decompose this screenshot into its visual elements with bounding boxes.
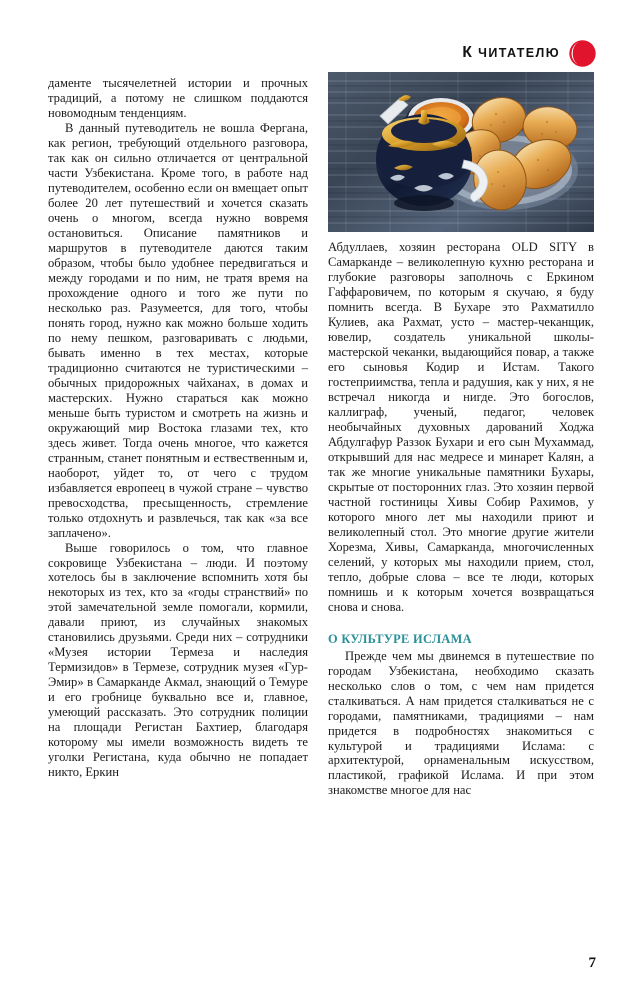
header-title-initial: К [462, 44, 474, 61]
left-text-column [48, 76, 308, 780]
header-title-rest: ЧИТАТЕЛЮ [473, 46, 560, 60]
section-heading-islam-culture: О КУЛЬТУРЕ ИСЛАМА [328, 631, 472, 646]
right-text-column [328, 240, 594, 798]
paragraph: Выше говорилось о том, что главное сокровище Узбекистана – люди. И поэтому хотелось бы в заключение вспомнить хотя бы некоторых из тех, кто за «годы странствий» по этой замечательной земле помогали, кормили, давали приют, из случайных знакомых становились друзьями. Среди них – сотрудники «Музея истории Термеза и наследия Термизидов» в Термезе, сотрудник музея «Гур-Эмир» в Самарканде Акмал, знающий о Темуре и его гробнице буквально все и, главное, умеющий рассказать. Это сотрудник полиции на площади Регистан Бахтиер, благодаря которому мы имели возможность видеть те уголки Регистана, куда обычно не попадает никто, Еркин [48, 540, 308, 780]
header-title [462, 44, 560, 62]
crescent-circle-logo-icon [569, 40, 596, 67]
paragraph: даменте тысячелетней истории и прочных традиций, а потому не слишком поддаются новомодным тенденциям. [48, 76, 308, 120]
page-header [462, 38, 596, 68]
paragraph: Прежде чем мы двинемся в путешествие по городам Узбекистана, необходимо сказать несколько слов о том, с чем нам придется сталкиваться. А нам придется сталкиваться не с городами, памятниками, традициями – нам придется в подробностях знакомиться с культурой и традициями Ислама: с архитектурой, орнаменальным искусством, пластикой, графикой Ислама. И при этом знакомстве многое для нас [328, 648, 594, 798]
page-number: 7 [588, 955, 596, 971]
paragraph: В данный путеводитель не вошла Фергана, как регион, требующий отдельного разговора, так как он сильно отличается от центральной части Узбекистана. Кроме того, в работе над путеводителем, особенно если он вмещает опыт более 20 лет путешествий и хочется сказать очень о многом, всегда нужно вовремя остановиться. Описание памятников и маршрутов в путеводителе даются таким образом, чтобы было удобнее передвигаться и между городами и по ним, не тратя время на прохождение одного и того же пути по несколько раз. Разумеется, для того, чтобы понять город, нужно как можно больше ходить по нему пешком, разговаривать с людьми, бывать именно в тех местах, которые традиционно считаются не туристическими – обычных придорожных чайханах, в домах и мастерских. Нужно стараться как можно меньше быть туристом и смотреть на жизнь и окружающий мир Востока глазами тех, кто здесь живет. Тогда очень многое, что кажется странным, станет понятным и ествественным и, наоборот, уйдет то, от чего с трудом избавляется европеец в чужой стране – чувство превосходства, пресыщенность, стремление только отдохнуть и развлечься, так как «за все заплачено». [48, 120, 308, 540]
photo-teapot-and-samsa [328, 72, 594, 232]
paragraph-continued: Абдуллаев, хозяин ресторана OLD SITY в Самарканде – великолепную кухню ресторана и глубокие разговоры заполночь с Еркином Гаффаровичем, по которым я скучаю, я буду помнить всегда. В Бухаре это Рахматилло Кулиев, ака Рахмат, усто – мастер-чеканщик, ювелир, создатель уникальной школы-мастерской чеканки, выдающийся повар, а также его сыновья Кодир и Истам. Такого гостеприимства, тепла и радушия, как у них, я не встречал никогда и нигде. Это богослов, каллиграф, ученый, педагог, человек необычайных духовных дарований Ходжа Абдулгафур Раззок Бухари и его сын Мухаммад, открывший для нас медресе и минарет Калян, а так же многие уникальные памятники Бухары, скрытые от посторонних глаз. Это хозяин первой частной гостиницы Хивы Собир Рахимов, у которого много лет мы находили приют и великолепный стол. Это многие другие жители Хорезма, Хивы, Самарканда, многочисленных селений, у которых мы находили прием, стол, тепло, добрые слова – все те люди, которых помнишь и к которым хочется возвращаться снова и снова. [328, 240, 594, 614]
